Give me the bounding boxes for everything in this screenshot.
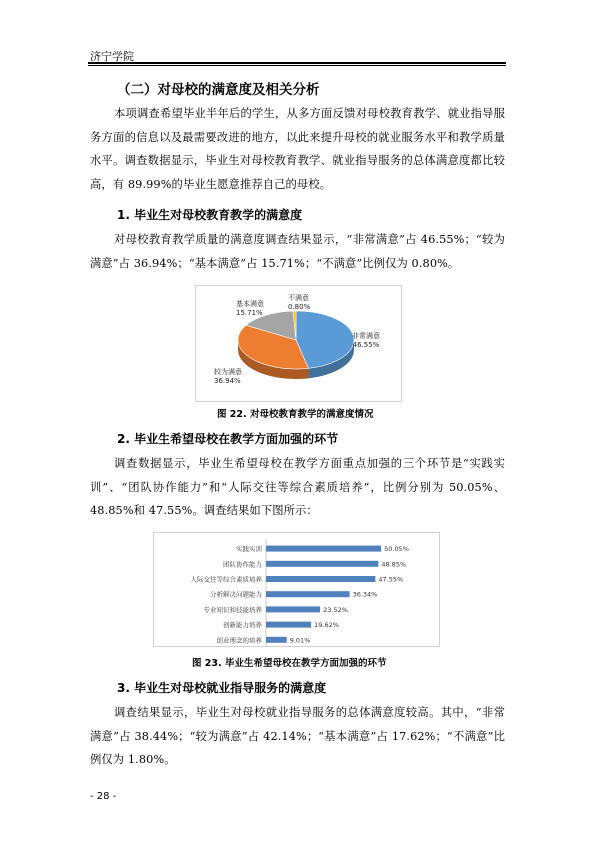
bar-category-label: 人际交往等综合素质培养 xyxy=(190,575,262,584)
pie-label-0-1: 46.55% xyxy=(352,341,380,349)
bar-专业知识和技能培养 xyxy=(266,606,320,612)
intro-paragraph: 本项调查希望毕业半年后的学生，从多方面反馈对母校教育教学、就业指导服务方面的信息以及最需要改进的地方，以此来提升母校的就业服务水平和教学质量水平。调查数据显示，毕业生对母校教育教学、就业指导服务的总体满意度都比较高，有 89.99%的毕业生愿意推荐自己的母校。 xyxy=(90,107,505,191)
bar-value-label: 47.55% xyxy=(378,575,404,584)
pie-label-3-1: 0.80% xyxy=(288,303,311,311)
bar-value-label: 48.85% xyxy=(381,560,407,569)
bar-value-label: 19.62% xyxy=(314,621,339,630)
bar-实践实训 xyxy=(266,546,381,552)
bar-value-label: 50.05% xyxy=(384,545,409,554)
subsection-3-title: 3. 毕业生对母校就业指导服务的满意度 xyxy=(117,681,327,695)
header-rule-thin xyxy=(88,65,506,66)
bar-category-label: 分析解决问题能力 xyxy=(210,590,262,599)
bar-创业理念的培养 xyxy=(266,637,287,643)
subsection-1-text: 对母校教育教学质量的满意度调查结果显示，“非常满意”占 46.55%；“较为满意”占 36.94%；“基本满意”占 15.71%；“不满意”比例仅为 0.80%。 xyxy=(90,233,505,270)
pie-chart-frame xyxy=(195,285,402,402)
figure-23-caption: 图 23. 毕业生希望母校在教学方面加强的环节 xyxy=(192,658,387,669)
bar-人际交往等综合素质培养 xyxy=(266,576,375,582)
subsection-2-text: 调查数据显示，毕业生希望母校在教学方面重点加强的三个环节是“实践实训”、“团队协作能力”和“人际交往等综合素质培养”，比例分别为 50.05%、48.85%和 47.55%。调查结果如下图所示： xyxy=(90,457,505,517)
page-number: - 28 - xyxy=(90,791,117,802)
satisfaction-pie-chart xyxy=(196,286,401,401)
pie-label-0-0: 非常满意 xyxy=(352,332,380,340)
section-title: （二）对母校的满意度及相关分析 xyxy=(117,82,320,98)
bar-value-label: 36.34% xyxy=(352,590,378,599)
teaching-improvement-bar-chart xyxy=(154,533,439,646)
pie-label-1-0: 较为满意 xyxy=(214,368,242,376)
pie-label-1-1: 36.94% xyxy=(214,377,241,385)
pie-label-2-0: 基本满意 xyxy=(236,300,264,308)
header-rule xyxy=(88,62,506,64)
pie-label-2-1: 15.71% xyxy=(236,309,263,317)
bar-分析解决问题能力 xyxy=(266,591,350,597)
bar-value-label: 23.52% xyxy=(323,605,348,614)
bar-category-label: 专业知识和技能培养 xyxy=(203,605,262,614)
subsection-1-title: 1. 毕业生对母校教育教学的满意度 xyxy=(117,208,303,222)
bar-category-label: 创新能力培养 xyxy=(223,621,262,630)
bar-value-label: 9.01% xyxy=(289,636,311,645)
bar-团队协作能力 xyxy=(266,561,378,567)
subsection-2-title: 2. 毕业生希望母校在教学方面加强的环节 xyxy=(117,432,339,446)
bar-chart-frame xyxy=(153,532,440,647)
bar-category-label: 创业理念的培养 xyxy=(216,636,262,645)
subsection-3-text: 调查结果显示，毕业生对母校就业指导服务的总体满意度较高。其中，“非常满意”占 38.44%；“较为满意”占 42.14%；“基本满意”占 17.62%；“不满意”比例仅为 1.80%。 xyxy=(90,706,505,766)
pie-label-3-0: 不满意 xyxy=(288,294,309,302)
bar-category-label: 实践实训 xyxy=(236,545,262,554)
header-school-name: 济宁学院 xyxy=(90,50,134,63)
figure-22-caption: 图 22. 对母校教育教学的满意度情况 xyxy=(217,409,374,420)
bar-创新能力培养 xyxy=(266,622,311,628)
bar-category-label: 团队协作能力 xyxy=(223,560,262,569)
